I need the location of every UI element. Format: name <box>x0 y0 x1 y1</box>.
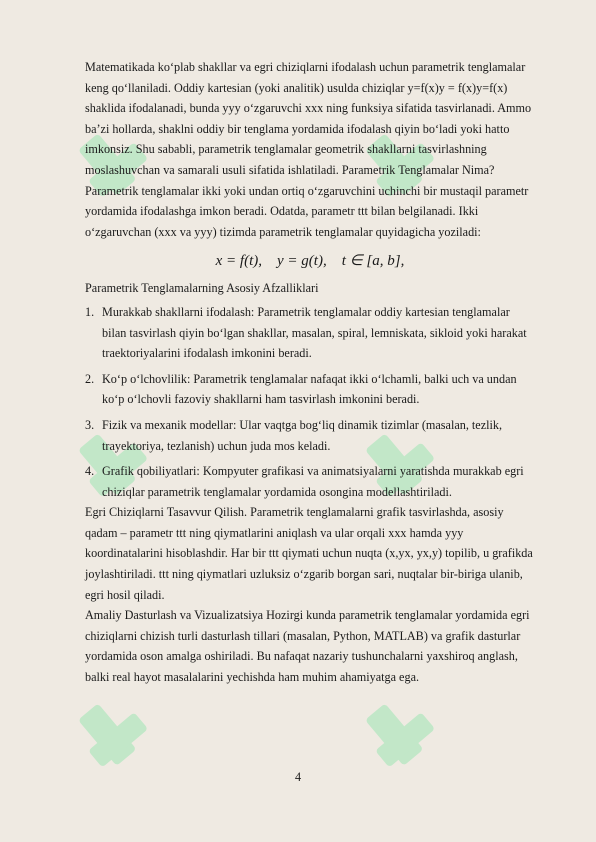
list-item-text: Koʻp oʻlchovlilik: Parametrik tenglamalar nafaqat ikki oʻlchamli, balki uch va undan koʻp oʻlchovli fazoviy shakllarni ham tasvirlash imkonini beradi. <box>102 371 517 407</box>
formula-x: x = f(t), <box>215 253 262 270</box>
formula-t: t ∈ [a, b], <box>341 253 405 270</box>
page-number: 4 <box>294 770 302 784</box>
paragraph-intro: Matematikada koʻplab shakllar va egri chiziqlarni ifodalash uchun parametrik tenglamalar keng qoʻllaniladi. Oddiy kartesian (yoki analitik) usulda chiziqlar y=f(x)y = f(x)y=f(x) shaklida ifodalanadi, bunda yyy oʻzgaruvchi xxx ning funksiya sifatida tasvirlanadi. Ammo baʼzi hollarda, shaklni oddiy bir tenglama yordamida ifodalash qiyin boʻladi yoki hatto imkonsiz. Shu sababli, parametrik tenglamalar geometrik shakllarni tasvirlashning moslashuvchan va samarali usuli sifatida ishlatiladi. Parametrik Tenglamalar Nima? <box>85 60 532 177</box>
list-item-text: Murakkab shakllarni ifodalash: Parametrik tenglamalar oddiy kartesian tenglamalar bilan tasvirlash qiyin boʻlgan shakllar, masalan, spiral, lemniskata, sikloid yoki harakat traektoriyalarini ifodalash imkonini beradi. <box>102 304 527 361</box>
section-title: Parametrik Tenglamalarning Asosiy Afzalliklari <box>85 281 319 296</box>
document-body <box>85 57 535 688</box>
list-item <box>85 461 535 502</box>
list-item <box>85 415 535 456</box>
list-item-text: Fizik va mexanik modellar: Ular vaqtga bogʻliq dinamik tizimlar (masalan, tezlik, trayektoriya, tezlanish) uchun juda mos keladi. <box>102 417 503 453</box>
paragraph-definition: Parametrik tenglamalar ikki yoki undan ortiq oʻzgaruvchini uchinchi bir mustaqil parametr yordamida ifodalashga imkon beradi. Odatda, parametr ttt bilan belgilanadi. Ikki oʻzgaruvchan (xxx va yyy) tizimda parametrik tenglamalar quyidagicha yoziladi: <box>85 183 529 239</box>
list-item <box>85 369 535 410</box>
list-item-number: 1. <box>85 304 95 319</box>
list-item-number: 2. <box>85 371 95 386</box>
paragraph-curves: Egri Chiziqlarni Tasavvur Qilish. Parametrik tenglamalarni grafik tasvirlashda, asosiy qadam – parametr ttt ning qiymatlarini aniqlash va ular orqali xxx hamda yyy koordinatalarini hisoblashdir. Har bir ttt qiymati uchun nuqta (x,yx, yx,y) topilib, u grafikda joylashtiriladi. ttt ning qiymatlari uzluksiz oʻzgarib borgan sari, nuqtalar bir-biriga ulanib, egri hosil qiladi. <box>85 505 533 602</box>
paragraph-programming: Amaliy Dasturlash va Vizualizatsiya Hozirgi kunda parametrik tenglamalar yordamida egri chiziqlarni chizish turli dasturlash tillari (masalan, Python, MATLAB) va grafik dasturlar yordamida oson amalga oshiriladi. Bu nafaqat nazariy tushunchalarni yaxshiroq anglash, balki real hayot masalalarini yechishda ham muhim ahamiyatga ega. <box>85 608 530 685</box>
formula-y: y = g(t), <box>277 253 327 270</box>
parametric-formula <box>85 242 535 278</box>
list-item <box>85 302 535 364</box>
list-item-number: 3. <box>85 417 95 432</box>
list-item-text: Grafik qobiliyatlari: Kompyuter grafikasi va animatsiyalarni yaratishda murakkab egri chiziqlar parametrik tenglamalar yordamida osongina modellashtiriladi. <box>102 464 524 499</box>
list-item-number: 4. <box>85 464 95 479</box>
advantages-list <box>85 302 535 502</box>
